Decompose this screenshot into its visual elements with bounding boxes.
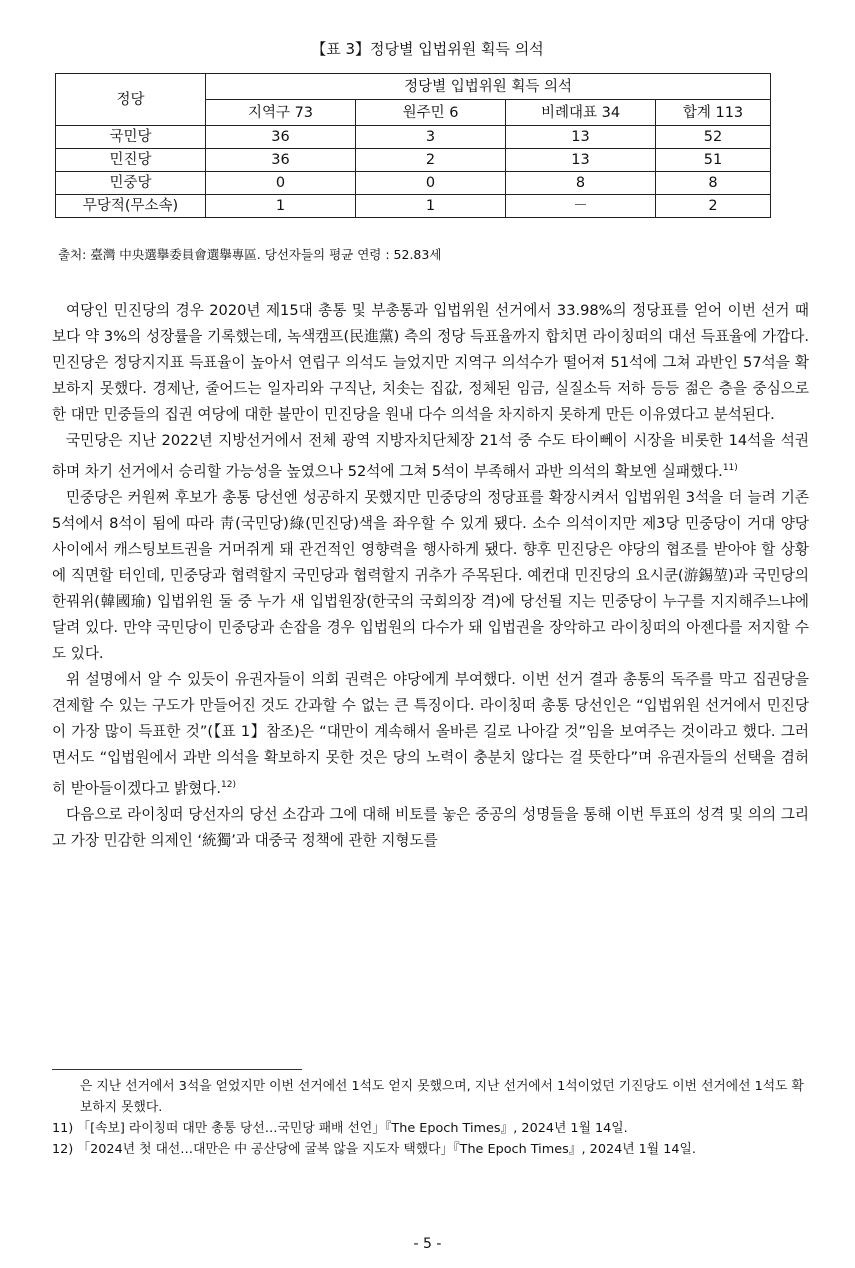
footnote: 은 지난 선거에서 3석을 얻었지만 이번 선거에선 1석도 얻지 못했으며, 지난 선거에서 1석이었던 기진당도 이번 선거에선 1석도 확보하지 못했다.: [80, 1079, 804, 1115]
table-cell: 0: [206, 172, 356, 195]
footnote-divider: [52, 1069, 302, 1070]
paragraph-text: 다음으로 라이칭떠 당선자의 당선 소감과 그에 대해 비토를 놓은 중공의 성명들을 통해 이번 투표의 성격 및 의의 그리고 가장 민감한 의제인 ‘統獨’과 대중국 정책에 관한 지형도를: [52, 805, 809, 849]
table-caption: 【표 3】정당별 입법위원 획득 의석: [311, 40, 544, 58]
page-number: - 5 -: [413, 1236, 442, 1252]
paragraph: [52, 667, 809, 801]
table-row: [56, 126, 771, 149]
group-header: 정당별 입법위원 획득 의석: [206, 74, 771, 100]
body-text: [52, 298, 809, 854]
party-name: 민진당: [56, 149, 206, 172]
table-cell: －: [506, 195, 656, 218]
table-cell: 1: [206, 195, 356, 218]
table-cell: 1: [356, 195, 506, 218]
table-source-note: 출처: 臺灣 中央選擧委員會選擧專區. 당선자들의 평균 연령 : 52.83세: [58, 247, 442, 262]
paragraph-text: 위 설명에서 알 수 있듯이 유권자들이 의회 권력은 야당에게 부여했다. 이번 선거 결과 총통의 독주를 막고 집권당을 견제할 수 있는 구도가 만들어진 것도 간과할 수 없는 큰 특징이다. 라이칭떠 총통 당선인은 “입법위원 선거에서 민진당이 가장 많이 득표한 것”(【표 1】참조)은 “대만이 계속해서 올바른 길로 나아갈 것”임을 보여주는 것이라고 했다. 그러면서도 “입법원에서 과반 의석을 확보하지 못한 것은 당의 노력이 충분치 않다는 걸 뜻한다”며 유권자들의 선택을 겸허히 받아들이겠다고 밝혔다.: [52, 671, 809, 797]
paragraph: [52, 298, 809, 428]
paragraph: [52, 802, 809, 854]
party-name: 무당적(무소속): [56, 195, 206, 218]
table-row: [56, 195, 771, 218]
table-cell: 36: [206, 126, 356, 149]
table-cell: 8: [656, 172, 771, 195]
column-header: 지역구 73: [206, 100, 356, 126]
table-cell: 0: [356, 172, 506, 195]
table-cell: 36: [206, 149, 356, 172]
paragraph: [52, 428, 809, 484]
footnote-ref: 12): [221, 779, 236, 790]
column-header: 원주민 6: [356, 100, 506, 126]
column-header: 합계 113: [656, 100, 771, 126]
footnote: 11) 「[속보] 라이칭떠 대만 총통 당선…국민당 패배 선언」『The Epoch Times』, 2024년 1월 14일.: [52, 1121, 628, 1136]
party-name: 민중당: [56, 172, 206, 195]
party-header: 정당: [56, 74, 206, 126]
table-cell: 3: [356, 126, 506, 149]
footnote: 12) 「2024년 첫 대선…대만은 中 공산당에 굴복 않을 지도자 택했다」『The Epoch Times』, 2024년 1월 14일.: [52, 1142, 696, 1157]
column-header: 비례대표 34: [506, 100, 656, 126]
table-row: [56, 172, 771, 195]
seat-table: [55, 73, 771, 218]
footnote-ref: 11): [722, 462, 738, 473]
table-cell: 52: [656, 126, 771, 149]
table-cell: 13: [506, 126, 656, 149]
table-cell: 8: [506, 172, 656, 195]
table-cell: 51: [656, 149, 771, 172]
table-row: [56, 149, 771, 172]
paragraph-text: 여당인 민진당의 경우 2020년 제15대 총통 및 부총통과 입법위원 선거에서 33.98%의 정당표를 얻어 이번 선거 때보다 약 3%의 성장률을 기록했는데, 녹색캠프(民進黨) 측의 정당 득표율까지 합치면 라이칭떠의 대선 득표율에 가깝다. 민진당은 정당지지표 득표율이 높아서 연립구 의석도 늘었지만 지역구 의석수가 떨어져 51석에 그쳐 과반인 57석을 확보하지 못했다. 경제난, 줄어드는 일자리와 구직난, 치솟는 집값, 정체된 임금, 실질소득 저하 등등 젊은 층을 중심으로 한 대만 민중들의 집권 여당에 대한 불만이 민진당을 원내 다수 의석을 차지하지 못하게 만든 이유였다고 분석된다.: [52, 302, 809, 424]
footnotes: [52, 1076, 809, 1160]
party-name: 국민당: [56, 126, 206, 149]
paragraph: [52, 485, 809, 668]
paragraph-text: 국민당은 지난 2022년 지방선거에서 전체 광역 지방자치단체장 21석 중 수도 타이뻬이 시장을 비롯한 14석을 석권하며 차기 선거에서 승리할 가능성을 높였으나 52석에 그쳐 5석이 부족해서 과반 의석의 확보엔 실패했다.: [52, 432, 809, 480]
table-cell: 2: [656, 195, 771, 218]
table-cell: 13: [506, 149, 656, 172]
paragraph-text: 민중당은 커원쩌 후보가 총통 당선엔 성공하지 못했지만 민중당의 정당표를 확장시켜서 입법위원 3석을 더 늘려 기존 5석에서 8석이 됨에 따라 靑(국민당)綠(민진당)색을 좌우할 수 있게 됐다. 소수 의석이지만 제3당 민중당이 거대 양당 사이에서 캐스팅보트권을 거머쥐게 돼 관건적인 영향력을 행사하게 됐다. 향후 민진당은 야당의 협조를 받아야 할 상황에 직면할 터인데, 민중당과 협력할지 국민당과 협력할지 귀추가 주목된다. 예컨대 민진당의 요시쿤(游錫堃)과 국민당의 한꿔위(韓國瑜) 입법위원 둘 중 누가 새 입법원장(한국의 국회의장 격)에 당선될 지는 민중당이 누구를 지지해주느냐에 달려 있다. 만약 국민당이 민중당과 손잡을 경우 입법원의 다수가 돼 입법권을 장악하고 라이칭떠의 아젠다를 저지할 수도 있다.: [52, 488, 809, 663]
table-cell: 2: [356, 149, 506, 172]
